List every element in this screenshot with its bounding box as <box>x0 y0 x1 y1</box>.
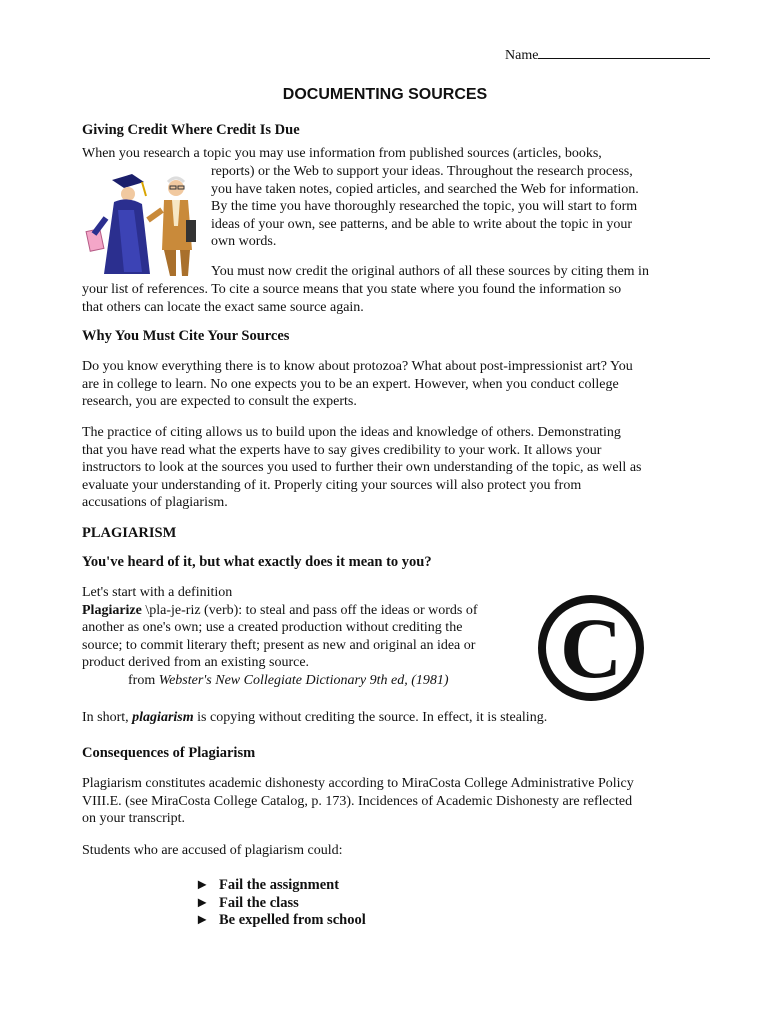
name-label: Name <box>505 48 539 63</box>
text-line: Plagiarism constitutes academic dishonesty according to MiraCosta College Administrative Policy <box>82 776 634 791</box>
definition-lead: Let's start with a definition <box>82 585 233 600</box>
copyright-letter: C <box>559 600 623 696</box>
list-item <box>195 895 366 913</box>
definition-term: Plagiarize <box>82 602 142 618</box>
plagiarism-subheading: You've heard of it, but what exactly does it mean to you? <box>82 554 432 570</box>
text-line: The practice of citing allows us to build upon the ideas and knowledge of others. Demonstrating <box>82 425 621 440</box>
name-field <box>505 46 710 64</box>
text-line: product derived from an existing source. <box>82 655 310 671</box>
copyright-icon <box>538 595 644 701</box>
text-line: research, you are expected to consult the experts. <box>82 394 357 410</box>
consequences-lead: Students who are accused of plagiarism could: <box>82 843 343 858</box>
text-line: accusations of plagiarism. <box>82 495 228 511</box>
text-line: Do you know everything there is to know about protozoa? What about post-impressionist art? You <box>82 359 633 374</box>
text-line: your list of references. To cite a source means that you state where you found the information so <box>82 282 622 297</box>
text-line: on your transcript. <box>82 811 186 827</box>
credit-paragraph-first-line: You must now credit the original authors of all these sources by citing them in <box>211 264 649 279</box>
section-heading-credit: Giving Credit Where Credit Is Due <box>82 122 300 138</box>
page-title: DOCUMENTING SOURCES <box>282 86 488 103</box>
list-item-label: Fail the assignment <box>219 877 340 893</box>
text-line: are in college to learn. No one expects you to be an expert. However, when you conduct college <box>82 376 619 392</box>
text-line: own words. <box>211 234 277 250</box>
source-title: Webster's New Collegiate Dictionary 9th ed, (1981) <box>158 672 449 688</box>
why-cite-paragraph-2 <box>82 424 692 512</box>
bullet-arrow-icon: ► <box>195 894 210 911</box>
text-line: you have taken notes, copied articles, and searched the Web for information. <box>211 181 639 197</box>
bullet-arrow-icon: ► <box>195 877 210 893</box>
list-item-label: Fail the class <box>219 894 299 911</box>
section-heading-plagiarism: PLAGIARISM <box>82 525 177 541</box>
text-line: By the time you have thoroughly researched the topic, you will start to form <box>211 199 638 215</box>
section-heading-why-cite: Why You Must Cite Your Sources <box>82 328 290 344</box>
graduation-clipart <box>84 170 204 280</box>
text-line: that you have read what the experts have to say gives credibility to your work. It allows your <box>82 442 602 458</box>
text-span: is copying without crediting the source. In effect, it is stealing. <box>193 710 548 725</box>
consequences-paragraph <box>82 775 692 828</box>
text-span: In short, <box>82 710 133 725</box>
text-line: that others can locate the exact same source again. <box>82 299 364 315</box>
intro-first-line: When you research a topic you may use information from published sources (articles, books, <box>82 146 602 161</box>
why-cite-paragraph-1 <box>82 358 692 411</box>
name-blank-line <box>538 46 710 59</box>
list-item <box>195 877 366 895</box>
text-line: source; to commit literary theft; present as new and original an idea or <box>82 637 476 653</box>
intro-wrapped-paragraph <box>211 163 691 251</box>
in-short-line <box>82 709 692 727</box>
text-line: evaluate your understanding of it. Properly citing your sources will also protect you from <box>82 477 582 493</box>
definition-block <box>82 584 512 690</box>
text-line: ideas of your own, see patterns, and be able to write about the topic in your <box>211 216 633 232</box>
list-item-label: Be expelled from school <box>219 912 366 929</box>
text-line: another as one's own; use a created production without crediting the <box>82 620 463 636</box>
consequences-list <box>195 877 366 930</box>
credit-paragraph-rest <box>82 281 692 316</box>
emphasized-term: plagiarism <box>132 710 194 725</box>
text-line: VIII.E. (see MiraCosta College Catalog, p. 173). Incidences of Academic Dishonesty are reflected <box>82 793 633 809</box>
source-prefix: from <box>128 672 159 688</box>
definition-first-line <box>82 602 512 620</box>
bullet-arrow-icon: ► <box>195 912 210 929</box>
definition-source <box>82 672 512 690</box>
section-heading-consequences: Consequences of Plagiarism <box>82 745 256 761</box>
text-line: \pla-je-riz (verb): to steal and pass off the ideas or words of <box>141 602 478 618</box>
list-item <box>195 912 366 930</box>
text-line: reports) or the Web to support your ideas. Throughout the research process, <box>211 164 633 179</box>
text-line: instructors to look at the sources you used to further their own understanding of the topic, as well as <box>82 460 642 476</box>
